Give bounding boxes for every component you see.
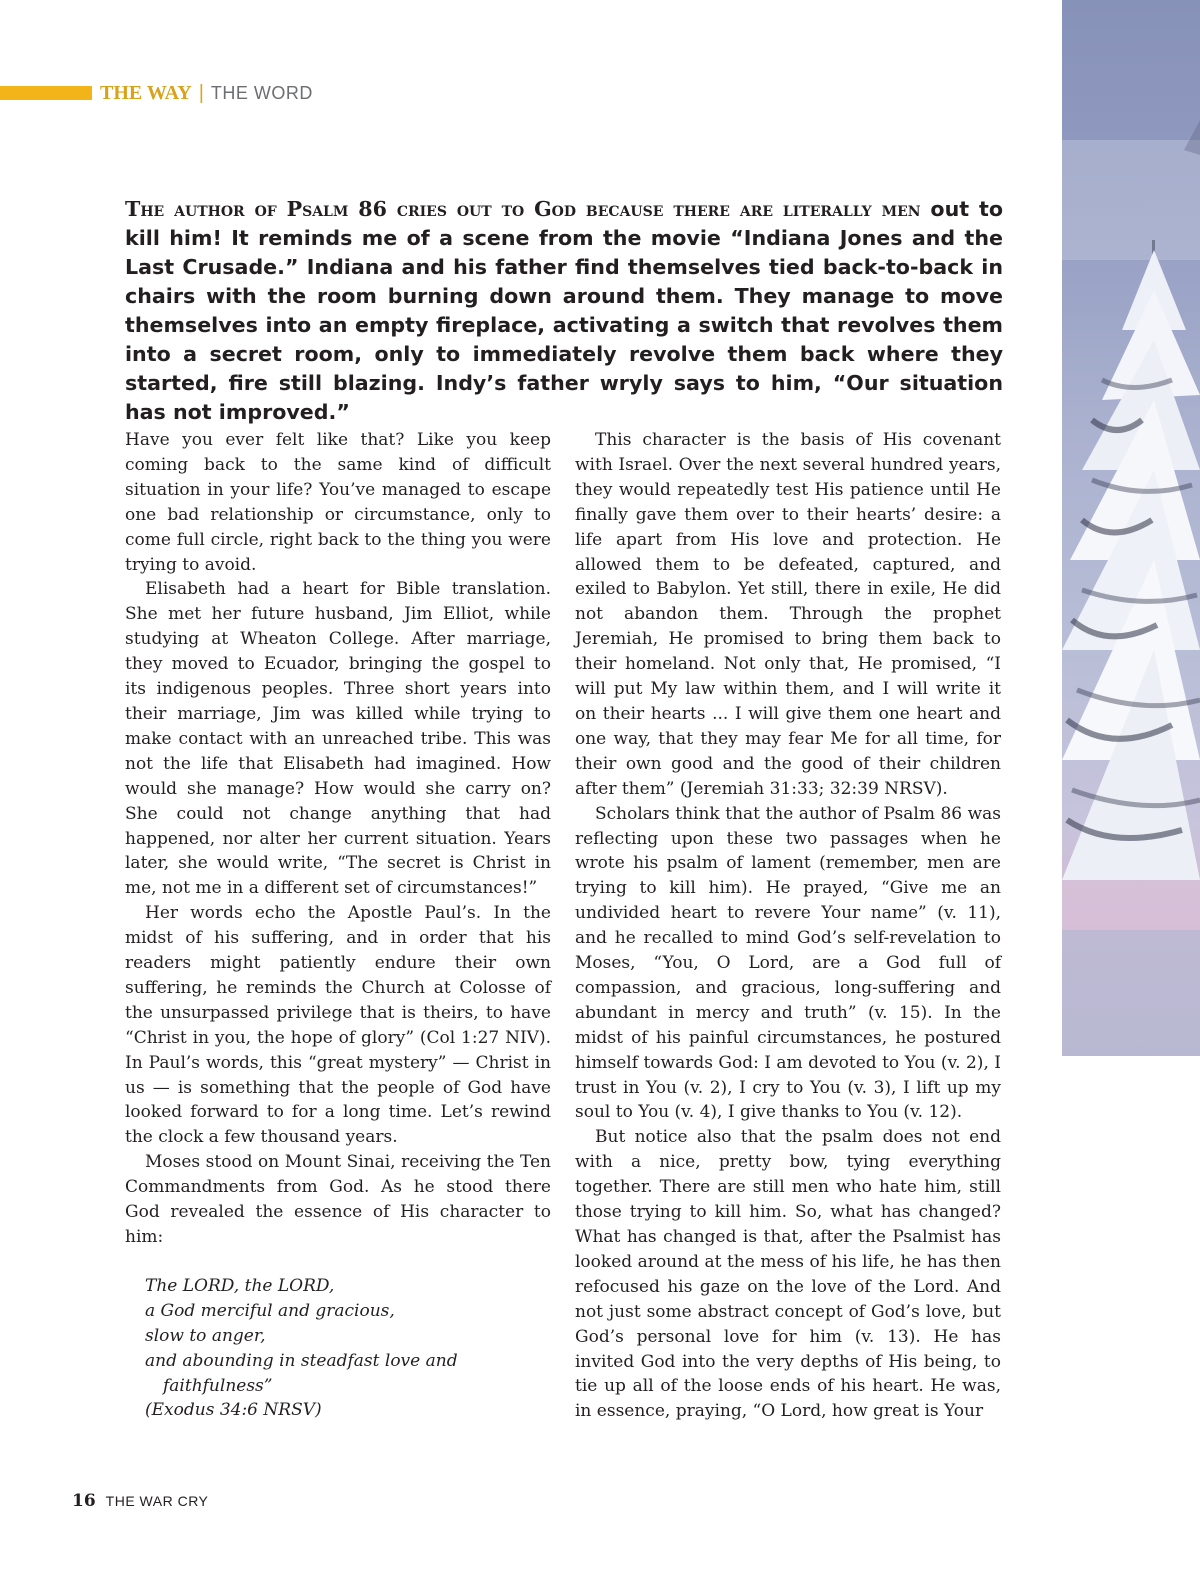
page-footer — [72, 1491, 208, 1511]
body-paragraph: Moses stood on Mount Sinai, receiving the Ten Commandments from God. As he stood there God revealed the essence of His character to him: — [125, 1152, 551, 1247]
article-column-right — [575, 428, 1001, 1424]
quote-citation: (Exodus 34:6 NRSV) — [145, 1400, 322, 1421]
lead-body: out to kill him! It reminds me of a scene from the movie “Indiana Jones and the Last Crusade.” Indiana and his father find themselves tied back-to-back in chairs with the room burning down around them. They manage to move themselves into an empty fireplace, activating a switch that revolves them into a secret room, only to immediately revolve them back where they started, fire still blazing. Indy’s father wryly says to him, “Our situation has not improved.” — [125, 197, 1003, 424]
body-paragraph: This character is the basis of His covenant with Israel. Over the next several hundred years, they would repeatedly test His patience until He finally gave them over to their hearts’ desire: a life apart from His love and protection. He allowed them to be defeated, captured, and exiled to Babylon. Yet still, there in exile, He did not abandon them. Through the prophet Jeremiah, He promised to bring them back to their homeland. Not only that, He promised, “I will put My law within them, and I will write it on their hearts ... I will give them one heart and one way, that they may fear Me for all time, for their own good and the good of their children after them” (Jeremiah 31:33; 32:39 NRSV). — [575, 430, 1001, 799]
quote-line: a God merciful and gracious, — [145, 1300, 395, 1321]
body-paragraph: Elisabeth had a heart for Bible translation. She met her future husband, Jim Elliot, while studying at Wheaton College. After marriage, they moved to Ecuador, bringing the gospel to its indigenous peoples. Three short years into their marriage, Jim was killed while trying to make contact with an unreached tribe. This was not the life that Elisabeth had imagined. How would she manage? How would she carry on? She could not change anything that had happened, nor alter her current situation. Years later, she would write, “The secret is Christ in me, not me in a different set of circumstances!” — [125, 579, 551, 899]
scripture-quote — [145, 1274, 551, 1423]
lead-paragraph — [125, 195, 1003, 427]
lead-small-caps: The author of Psalm 86 cries out to God because there are literally men — [125, 197, 921, 221]
quote-line: The LORD, the LORD, — [145, 1275, 335, 1296]
quote-line: slow to anger, — [145, 1325, 266, 1346]
snowy-pine-tree-image — [1062, 0, 1200, 1056]
quote-line: faithfulness” — [163, 1375, 273, 1396]
section-accent-bar — [0, 86, 92, 100]
body-paragraph: But notice also that the psalm does not end with a nice, pretty bow, tying everything together. There are still men who hate him, still those trying to kill him. So, what has changed? What has changed is that, after the Psalmist has looked around at the mess of his life, he has then refocused his gaze on the love of the Lord. And not just some abstract concept of God’s love, but God’s personal love for him (v. 13). He has invited God into the very depths of His being, to tie up all of the loose ends of his heart. He was, in essence, praying, “O Lord, how great is Your — [575, 1127, 1001, 1422]
snowy-pine-tree-icon — [1062, 0, 1200, 1056]
publication-name: THE WAR CRY — [105, 1493, 209, 1509]
body-paragraph: Have you ever felt like that? Like you keep coming back to the same kind of difficult situation in your life? You’ve managed to escape one bad relationship or circumstance, only to come full circle, right back to the thing you were trying to avoid. — [125, 430, 551, 575]
body-paragraph: Her words echo the Apostle Paul’s. In the midst of his suffering, and in order that his readers might patiently endure their own suffering, he reminds the Church at Colosse of the unsurpassed privilege that is theirs, to have “Christ in you, the hope of glory” (Col 1:27 NIV). In Paul’s words, this “great mystery” — Christ in us — is something that the people of God have looked forward to for a long time. Let’s rewind the clock a few thousand years. — [125, 903, 551, 1148]
body-paragraph: Scholars think that the author of Psalm 86 was reflecting upon these two passages when he wrote his psalm of lament (remember, men are trying to kill him). He prayed, “Give me an undivided heart to revere Your name” (v. 11), and he recalled to mind God’s self-revelation to Moses, “You, O Lord, are a God full of compassion, and gracious, long-suffering and abundant in mercy and truth” (v. 15). In the midst of his painful circumstances, he postured himself towards God: I am devoted to You (v. 2), I trust in You (v. 2), I cry to You (v. 3), I lift up my soul to You (v. 4), I give thanks to You (v. 12). — [575, 803, 1001, 1123]
section-header — [100, 80, 313, 105]
section-subtitle: THE WORD — [210, 83, 313, 103]
page-number: 16 — [72, 1491, 96, 1511]
article-column-left — [125, 428, 551, 1423]
section-separator: | — [198, 82, 204, 104]
quote-line: and abounding in steadfast love and — [145, 1350, 458, 1371]
section-title: THE WAY — [100, 82, 192, 104]
